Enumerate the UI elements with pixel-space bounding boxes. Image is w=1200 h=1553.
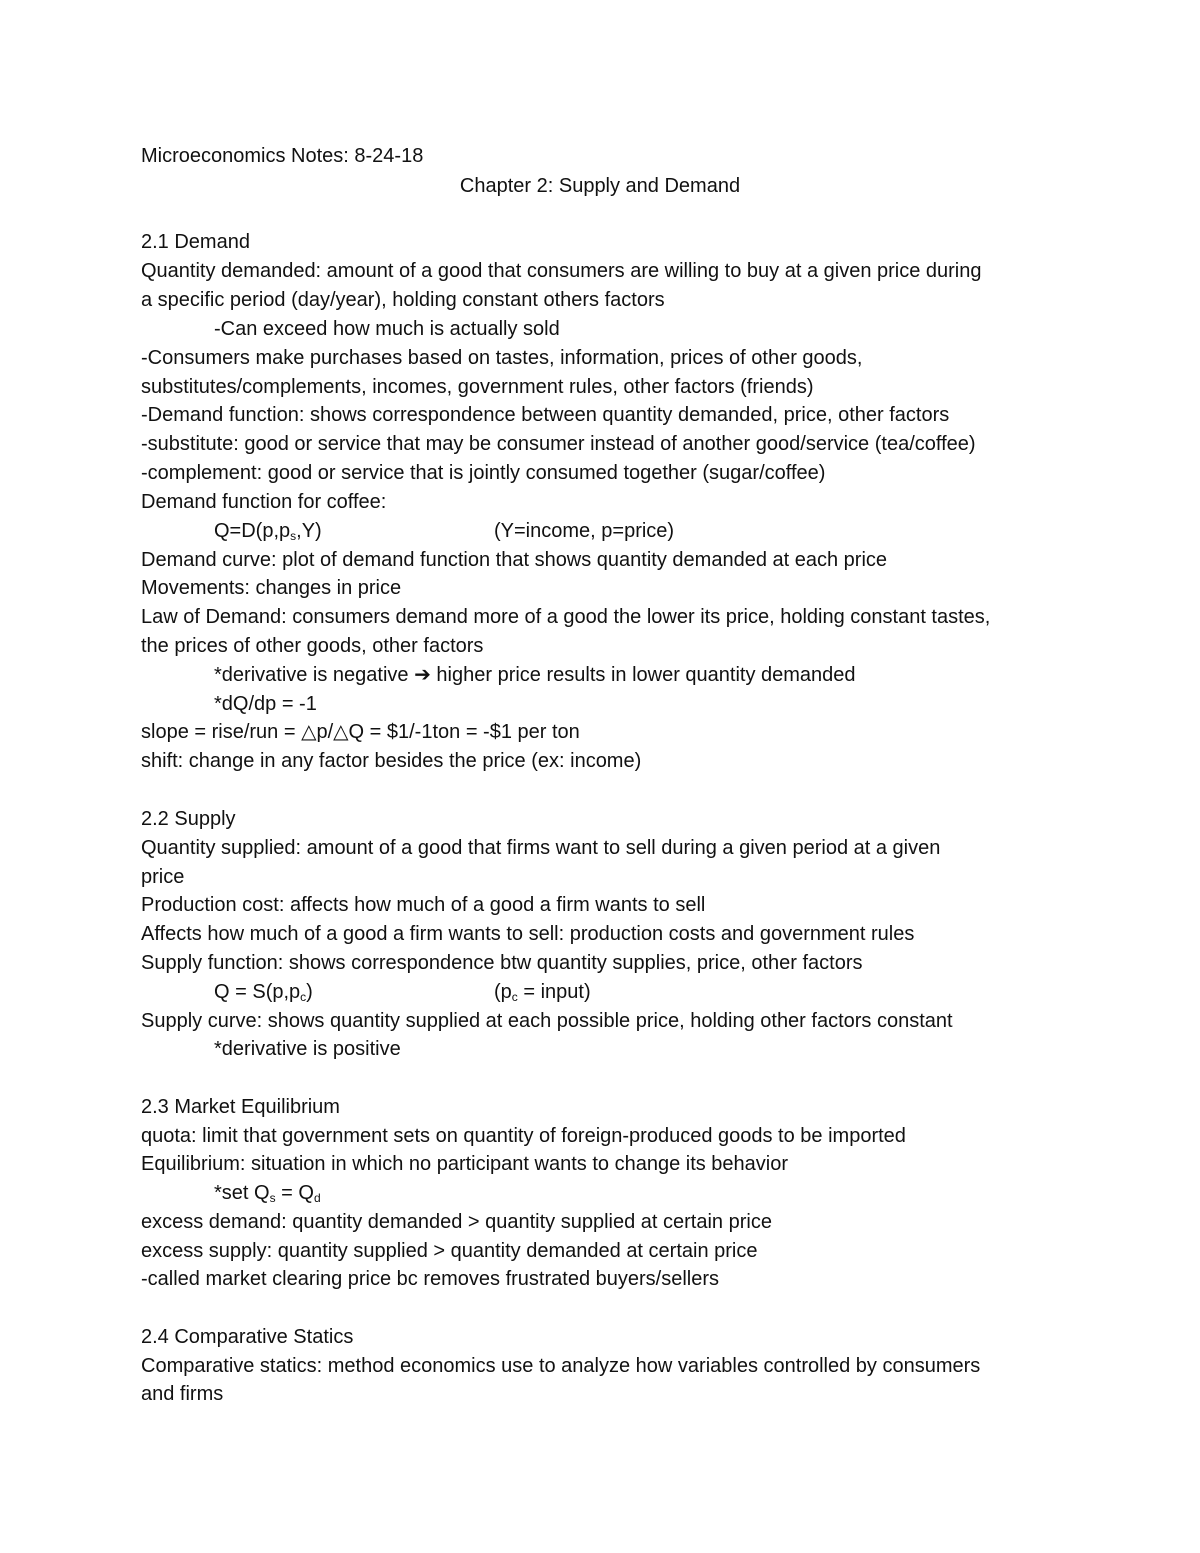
- text-line: -Can exceed how much is actually sold: [214, 318, 560, 340]
- section-heading-supply: 2.2 Supply: [141, 808, 236, 830]
- equation-text: = input): [517, 981, 591, 1003]
- text-line: Movements: changes in price: [141, 577, 402, 599]
- text-line: the prices of other goods, other factors: [141, 635, 484, 657]
- text-line: and firms: [141, 1383, 224, 1405]
- text-line: -called market clearing price bc removes frustrated buyers/sellers: [141, 1268, 719, 1290]
- text-line: quota: limit that government sets on quantity of foreign-produced goods to be imported: [141, 1125, 906, 1147]
- text-line: Supply curve: shows quantity supplied at each possible price, holding other factors constant: [141, 1010, 953, 1032]
- text-line: shift: change in any factor besides the price (ex: income): [141, 750, 642, 772]
- section-heading-comparative-statics: 2.4 Comparative Statics: [141, 1326, 354, 1348]
- text-line: Supply function: shows correspondence btw quantity supplies, price, other factors: [141, 952, 863, 974]
- equation-subscript: c: [511, 990, 518, 1004]
- text-line: Demand function for coffee:: [141, 491, 387, 513]
- equation-note: [494, 979, 591, 1005]
- text-line: -complement: good or service that is jointly consumed together (sugar/coffee): [141, 462, 826, 484]
- equation-subscript: s: [269, 1191, 276, 1205]
- text-line: substitutes/complements, incomes, government rules, other factors (friends): [141, 376, 814, 398]
- equilibrium-equation: [214, 1180, 321, 1206]
- text-line: Demand curve: plot of demand function that shows quantity demanded at each price: [141, 549, 888, 571]
- text-line: a specific period (day/year), holding constant others factors: [141, 289, 665, 311]
- equation-text: ,Y): [296, 520, 322, 542]
- equation-text: ): [306, 981, 313, 1003]
- demand-function-equation: [214, 518, 1114, 544]
- text-line: -Consumers make purchases based on tastes, information, prices of other goods,: [141, 347, 863, 369]
- text-line: -substitute: good or service that may be consumer instead of another good/service (tea/coffee): [141, 433, 976, 455]
- text-line: Production cost: affects how much of a good a firm wants to sell: [141, 894, 706, 916]
- equation-note: (Y=income, p=price): [494, 520, 675, 542]
- equation-subscript: d: [313, 1191, 321, 1205]
- equation-text: Q = S(p,p: [214, 981, 301, 1003]
- equation-text: *set Q: [214, 1182, 270, 1204]
- text-line: Comparative statics: method economics use to analyze how variables controlled by consumers: [141, 1355, 981, 1377]
- text-line: *derivative is positive: [214, 1038, 401, 1060]
- document-header: Microeconomics Notes: 8-24-18: [141, 145, 424, 167]
- equation-subscript: c: [300, 990, 307, 1004]
- text-line: slope = rise/run = △p/△Q = $1/-1ton = -$1 per ton: [141, 721, 580, 743]
- equation-text: = Q: [275, 1182, 314, 1204]
- text-line: Quantity demanded: amount of a good that consumers are willing to buy at a given price during: [141, 260, 982, 282]
- text-line: *derivative is negative ➔ higher price results in lower quantity demanded: [214, 664, 856, 686]
- text-line: excess demand: quantity demanded > quantity supplied at certain price: [141, 1211, 772, 1233]
- text-line: -Demand function: shows correspondence between quantity demanded, price, other factors: [141, 404, 950, 426]
- text-line: excess supply: quantity supplied > quantity demanded at certain price: [141, 1240, 758, 1262]
- text-line: Quantity supplied: amount of a good that firms want to sell during a given period at a given: [141, 837, 941, 859]
- equation-text: (p: [494, 981, 512, 1003]
- equation-text: Q=D(p,p: [214, 520, 291, 542]
- section-heading-market-equilibrium: 2.3 Market Equilibrium: [141, 1096, 340, 1118]
- text-line: Affects how much of a good a firm wants to sell: production costs and government rules: [141, 923, 915, 945]
- text-line: price: [141, 866, 185, 888]
- equation-subscript: s: [290, 529, 297, 543]
- text-line: Law of Demand: consumers demand more of a good the lower its price, holding constant tastes,: [141, 606, 991, 628]
- text-line: *dQ/dp = -1: [214, 693, 317, 715]
- text-line: Equilibrium: situation in which no participant wants to change its behavior: [141, 1153, 789, 1175]
- chapter-title: Chapter 2: Supply and Demand: [459, 175, 741, 197]
- section-heading-demand: 2.1 Demand: [141, 231, 250, 253]
- supply-function-equation: [214, 979, 1114, 1005]
